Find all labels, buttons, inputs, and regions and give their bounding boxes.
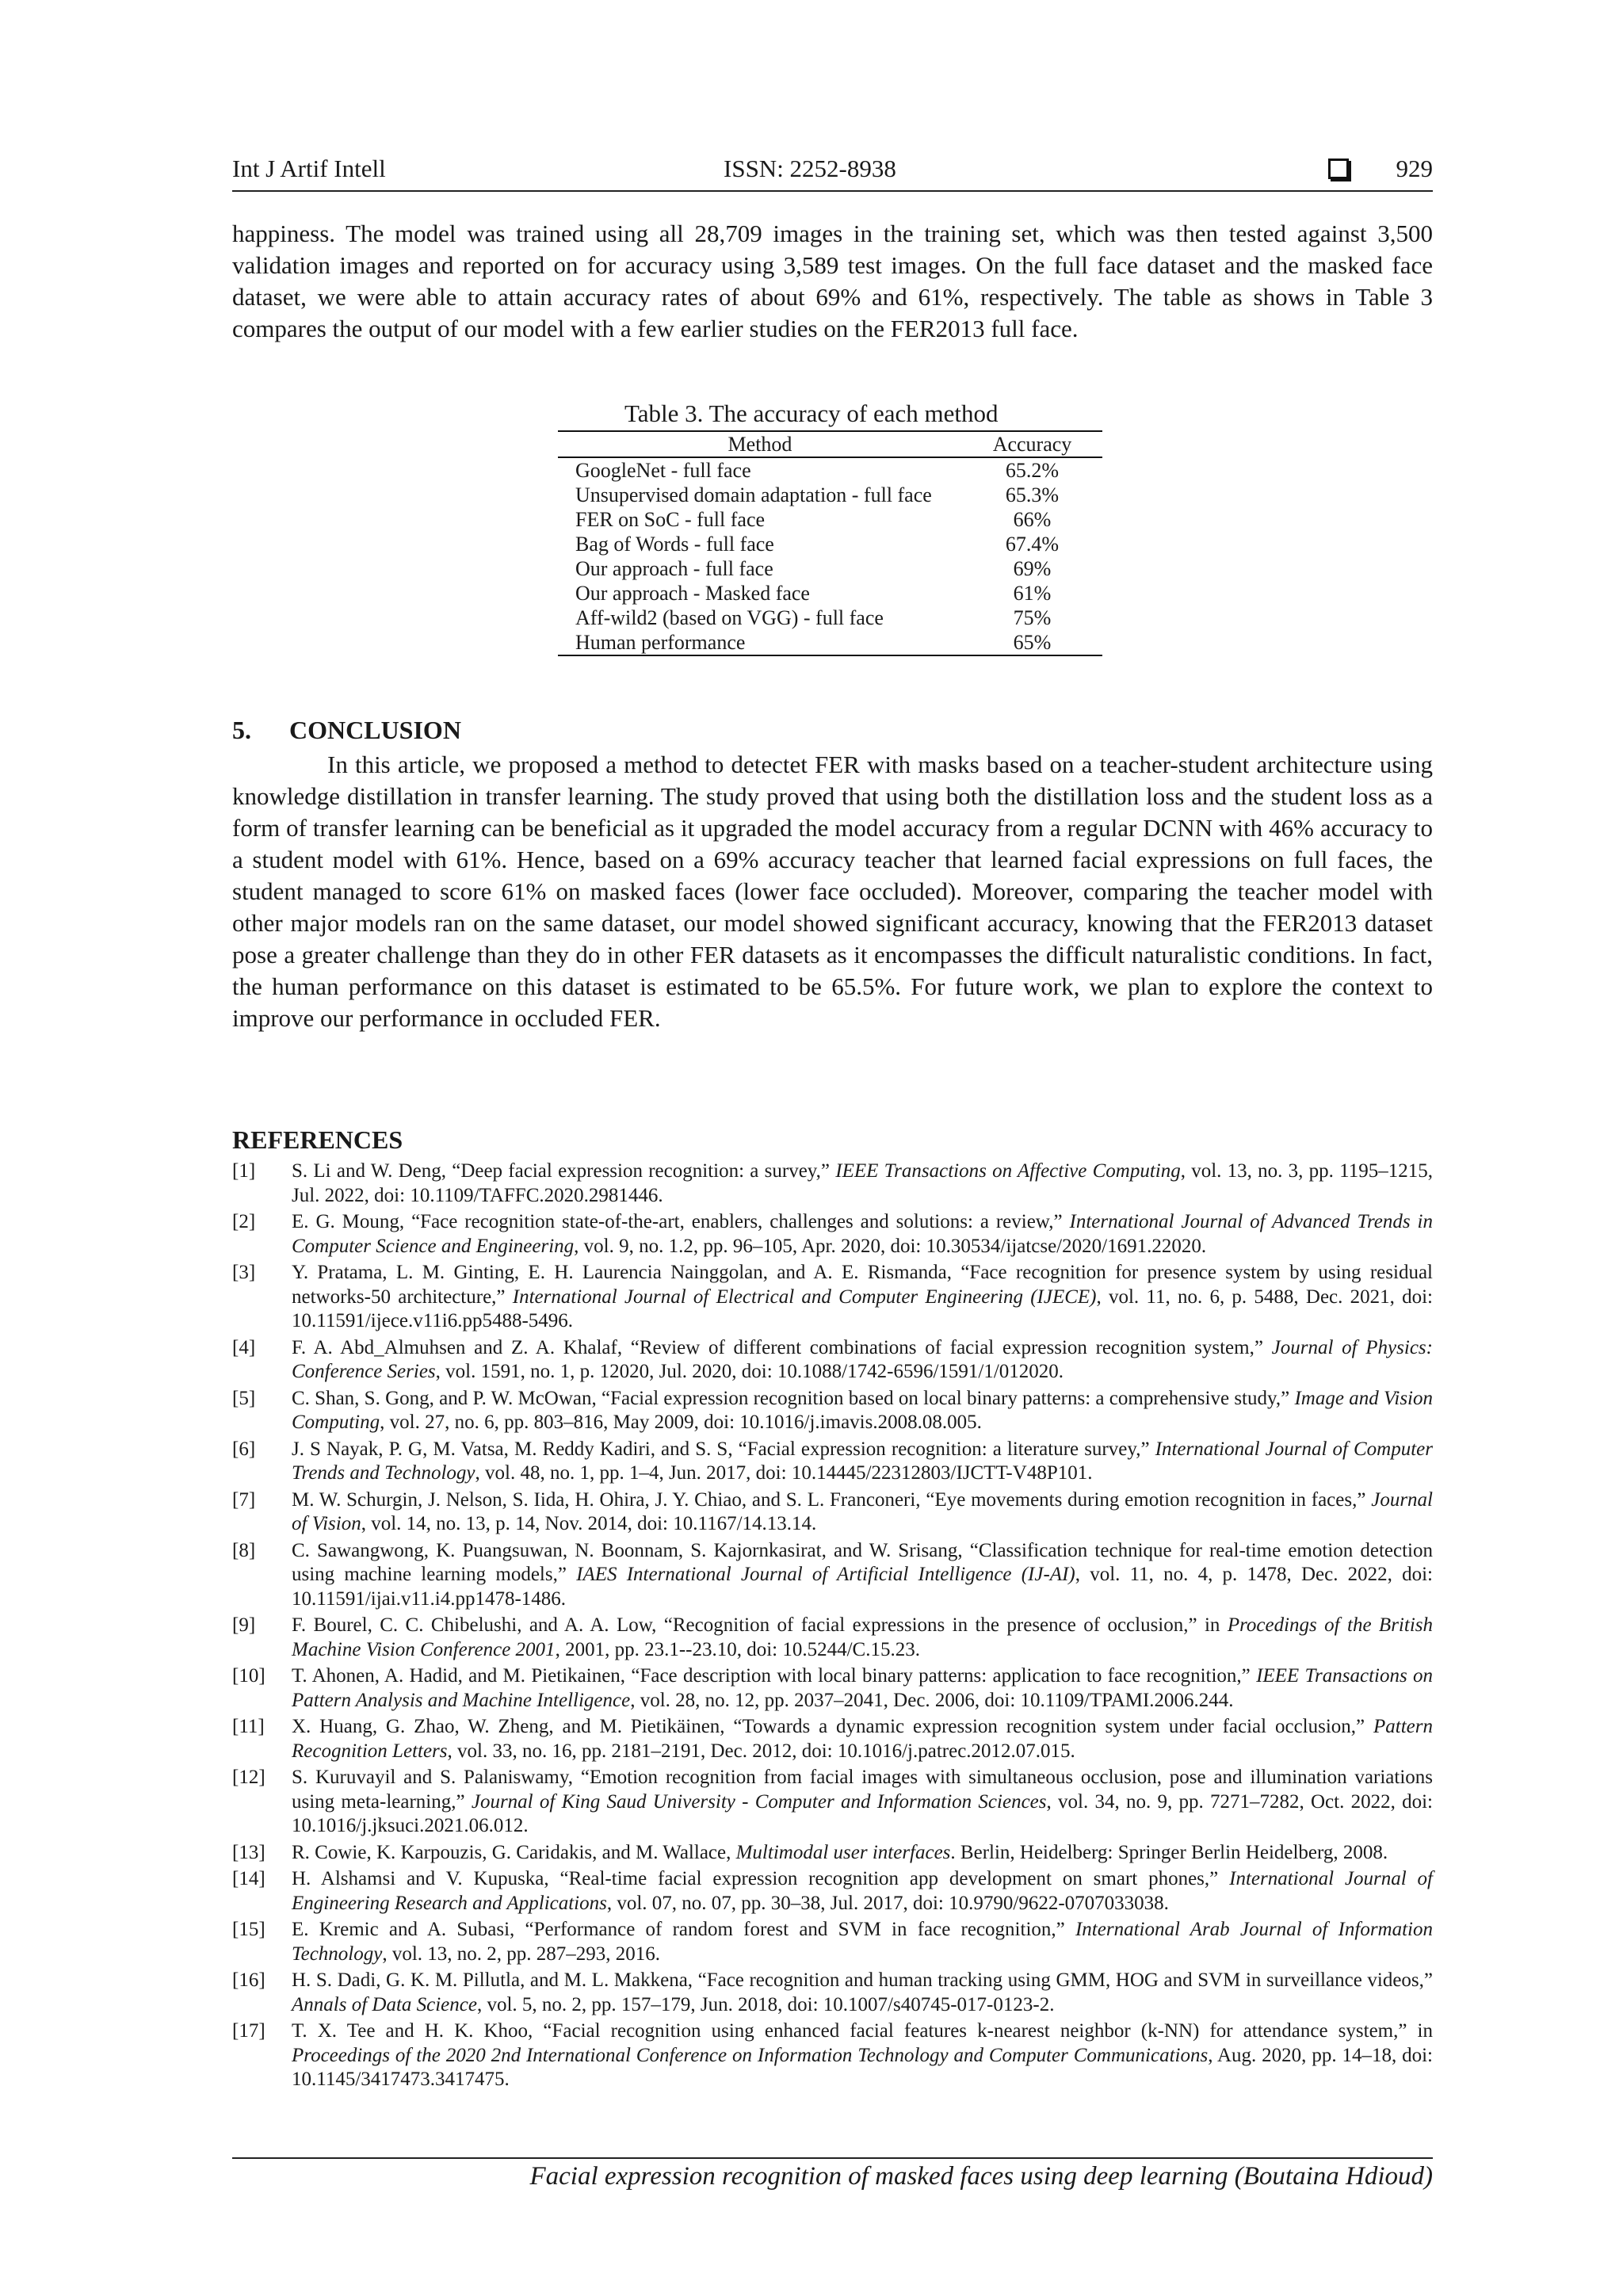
reference-item: [232, 1387, 1433, 1435]
table-row: [558, 606, 1102, 630]
reference-venue: Journal of Vision: [292, 1488, 1433, 1534]
reference-details: , vol. 9, no. 1.2, pp. 96–105, Apr. 2020, doi: 10.30534/ijatcse/2020/1691.22020.: [574, 1235, 1207, 1257]
reference-item: [232, 1210, 1433, 1259]
reference-details: , vol. 14, no. 13, p. 14, Nov. 2014, doi: 10.1167/14.13.14.: [361, 1513, 817, 1534]
reference-authors-title: J. S Nayak, P. G, M. Vatsa, M. Reddy Kadiri, and S. S, “Facial expression recognition: a literature survey,”: [292, 1438, 1155, 1460]
issn: ISSN: 2252-8938: [724, 155, 896, 182]
running-footer: Facial expression recognition of masked faces using deep learning (Boutaina Hdioud): [529, 2162, 1433, 2191]
reference-number: [2]: [232, 1211, 256, 1232]
footer-divider: [232, 2157, 1433, 2159]
reference-details: , vol. 07, no. 07, pp. 30–38, Jul. 2017, doi: 10.9790/9622-0707033038.: [606, 1892, 1169, 1914]
reference-venue: International Journal of Electrical and Computer Engineering (IJECE): [512, 1286, 1097, 1308]
reference-venue: International Journal of Engineering Research and Applications: [292, 1868, 1433, 1914]
method-cell: FER on SoC - full face: [575, 508, 766, 531]
reference-venue: IAES International Journal of Artificial Intelligence (IJ-AI): [576, 1564, 1075, 1585]
reference-list: [232, 1159, 1433, 2095]
reference-authors-title: E. G. Moung, “Face recognition state-of-the-art, enablers, challenges and solutions: a review,”: [292, 1211, 1070, 1232]
reference-number: [1]: [232, 1160, 256, 1182]
table-row: [558, 483, 1102, 507]
method-cell: Human performance: [575, 631, 746, 654]
reference-authors-title: H. Alshamsi and V. Kupuska, “Real-time facial expression recognition app development on smart phones,”: [292, 1868, 1230, 1889]
reference-venue: Pattern Recognition Letters: [292, 1716, 1433, 1762]
accuracy-cell: 65.2%: [1005, 459, 1060, 482]
reference-details: , vol. 27, no. 6, pp. 803–816, May 2009, doi: 10.1016/j.imavis.2008.08.005.: [380, 1412, 982, 1433]
reference-venue: Journal of King Saud University - Computer and Information Sciences: [471, 1790, 1047, 1813]
table-row: [558, 532, 1102, 556]
reference-item: [232, 1438, 1433, 1486]
method-cell: Unsupervised domain adaptation - full face: [575, 483, 932, 506]
reference-details: , 2001, pp. 23.1--23.10, doi: 10.5244/C.15.23.: [555, 1638, 920, 1660]
reference-authors-title: T. X. Tee and H. K. Khoo, “Facial recognition using enhanced facial features k-nearest neighbor (k-NN) for attendance system,” in: [292, 2020, 1433, 2042]
reference-number: [12]: [232, 1767, 265, 1788]
accuracy-cell: 65%: [1013, 631, 1052, 654]
table-row: [558, 581, 1102, 606]
section-heading: [232, 716, 461, 745]
table-row: [558, 457, 1102, 483]
reference-number: [6]: [232, 1438, 256, 1460]
reference-number: [14]: [232, 1868, 265, 1889]
reference-authors-title: H. S. Dadi, G. K. M. Pillutla, and M. L. Makkena, “Face recognition and human tracking using GMM, HOG and SVM in surveillance videos,”: [292, 1969, 1433, 1991]
reference-number: [13]: [232, 1841, 265, 1863]
page-number: 929: [1396, 155, 1433, 182]
reference-item: [232, 1261, 1433, 1334]
reference-authors-title: F. A. Abd_Almuhsen and Z. A. Khalaf, “Review of different combinations of facial expression recognition system,”: [292, 1336, 1272, 1358]
reference-number: [10]: [232, 1665, 265, 1687]
table-header-method: Method: [727, 433, 792, 456]
reference-authors-title: C. Sawangwong, K. Puangsuwan, N. Boonnam, S. Kajornkasirat, and W. Srisang, “Classification technique for real-time emotion detection using machine learning models,”: [292, 1539, 1433, 1585]
reference-authors-title: S. Li and W. Deng, “Deep facial expression recognition: a survey,”: [292, 1160, 836, 1182]
reference-item: [232, 1664, 1433, 1713]
reference-item: [232, 1841, 1433, 1866]
reference-details: . Berlin, Heidelberg: Springer Berlin Heidelberg, 2008.: [950, 1841, 1388, 1863]
reference-item: [232, 1159, 1433, 1208]
reference-details: , vol. 1591, no. 1, p. 12020, Jul. 2020, doi: 10.1088/1742-6596/1591/1/012020.: [435, 1361, 1064, 1382]
reference-details: , vol. 5, no. 2, pp. 157–179, Jun. 2018, doi: 10.1007/s40745-017-0123-2.: [476, 1993, 1055, 2015]
reference-venue: Procedings of the British Machine Vision Conference 2001: [292, 1614, 1433, 1660]
reference-details: , vol. 11, no. 6, p. 5488, Dec. 2021, doi: 10.11591/ijece.v11i6.pp5488-5496.: [292, 1286, 1434, 1331]
reference-number: [11]: [232, 1716, 265, 1737]
reference-item: [232, 1918, 1433, 1966]
reference-item: [232, 1867, 1433, 1916]
reference-number: [4]: [232, 1336, 256, 1358]
journal-name: Int J Artif Intell: [232, 155, 386, 182]
reference-venue: Annals of Data Science: [292, 1993, 477, 2015]
table-header-row: [558, 431, 1102, 457]
reference-authors-title: C. Shan, S. Gong, and P. W. McOwan, “Facial expression recognition based on local binary patterns: a comprehensive study,”: [292, 1387, 1295, 1409]
reference-venue: International Arab Journal of Information Technology: [292, 1919, 1433, 1965]
reference-venue: Journal of Physics: Conference Series: [292, 1336, 1433, 1382]
reference-details: , vol. 11, no. 4, p. 1478, Dec. 2022, doi: 10.11591/ijai.v11.i4.pp1478-1486.: [292, 1564, 1434, 1610]
method-cell: Aff-wild2 (based on VGG) - full face: [575, 606, 884, 629]
reference-authors-title: T. Ahonen, A. Hadid, and M. Pietikainen, “Face description with local binary patterns: application to face recognition,”: [292, 1665, 1257, 1687]
section-title: CONCLUSION: [289, 716, 461, 744]
accuracy-cell: 65.3%: [1005, 483, 1060, 506]
method-cell: GoogleNet - full face: [575, 459, 751, 482]
header-divider: [232, 190, 1433, 192]
reference-venue: IEEE Transactions on Affective Computing: [835, 1160, 1181, 1182]
reference-venue: International Journal of Advanced Trends in Computer Science and Engineering: [292, 1211, 1433, 1257]
reference-venue: IEEE Transactions on Pattern Analysis and Machine Intelligence: [292, 1665, 1434, 1711]
reference-number: [8]: [232, 1539, 256, 1561]
reference-details: , vol. 13, no. 3, pp. 1195–1215, Jul. 2022, doi: 10.1109/TAFFC.2020.2981446.: [292, 1160, 1433, 1206]
reference-item: [232, 1614, 1433, 1662]
reference-number: [3]: [232, 1262, 256, 1283]
reference-number: [5]: [232, 1387, 256, 1409]
reference-details: , vol. 28, no. 12, pp. 2037–2041, Dec. 2006, doi: 10.1109/TPAMI.2006.244.: [630, 1689, 1234, 1711]
reference-number: [16]: [232, 1969, 265, 1991]
reference-authors-title: Y. Pratama, L. M. Ginting, E. H. Laurencia Nainggolan, and A. E. Rismanda, “Face recognition for presence system by using residual networks-50 architecture,”: [292, 1262, 1433, 1308]
reference-item: [232, 1715, 1433, 1763]
reference-item: [232, 1539, 1433, 1612]
accuracy-cell: 75%: [1013, 606, 1052, 629]
references-heading: REFERENCES: [232, 1125, 403, 1154]
reference-authors-title: S. Kuruvayil and S. Palaniswamy, “Emotion recognition from facial images with simultaneous occlusion, pose and illumination variations using meta-learning,”: [292, 1767, 1433, 1813]
accuracy-cell: 67.4%: [1005, 533, 1060, 556]
reference-details: , vol. 34, no. 9, pp. 7271–7282, Oct. 2022, doi: 10.1016/j.jksuci.2021.06.012.: [292, 1790, 1434, 1836]
reference-number: [7]: [232, 1488, 256, 1511]
accuracy-cell: 69%: [1013, 557, 1052, 580]
reference-authors-title: E. Kremic and A. Subasi, “Performance of random forest and SVM in face recognition,”: [292, 1919, 1075, 1940]
table-caption: Table 3. The accuracy of each method: [624, 399, 999, 427]
method-cell: Our approach - Masked face: [575, 582, 810, 605]
reference-venue: Image and Vision Computing: [292, 1387, 1433, 1433]
reference-details: , vol. 48, no. 1, pp. 1–4, Jun. 2017, doi: 10.14445/22312803/IJCTT-V48P101.: [475, 1462, 1093, 1484]
reference-venue: Proceedings of the 2020 2nd International Conference on Information Technology and Computer Communications: [292, 2044, 1209, 2066]
section-number: 5.: [232, 716, 251, 744]
reference-item: [232, 1488, 1433, 1537]
running-header: [232, 155, 1433, 189]
accuracy-cell: 66%: [1013, 508, 1052, 531]
reference-details: , vol. 13, no. 2, pp. 287–293, 2016.: [382, 1943, 661, 1965]
checkbox-square-icon: [1328, 159, 1349, 179]
reference-authors-title: M. W. Schurgin, J. Nelson, S. Iida, H. Ohira, J. Y. Chiao, and S. L. Franconeri, “Eye movements during emotion recognition in faces,”: [292, 1488, 1372, 1511]
reference-venue: Multimodal user interfaces: [735, 1841, 951, 1863]
table-header-accuracy: Accuracy: [992, 433, 1072, 456]
reference-number: [17]: [232, 2020, 265, 2042]
reference-number: [15]: [232, 1919, 265, 1940]
reference-item: [232, 1969, 1433, 2017]
accuracy-cell: 61%: [1013, 582, 1052, 605]
reference-item: [232, 1336, 1433, 1385]
reference-details: , Aug. 2020, pp. 14–18, doi: 10.1145/3417473.3417475.: [292, 2044, 1433, 2090]
method-cell: Our approach - full face: [575, 557, 773, 580]
intro-paragraph: happiness. The model was trained using all 28,709 images in the training set, which was then tested against 3,500 validation images and reported on for accuracy using 3,589 test images. On the full face dataset and the masked face dataset, we were able to attain accuracy rates of about 69% and 61%, respectively. The table as shows in Table 3 compares the output of our model with a few earlier studies on the FER2013 full face.: [232, 220, 1433, 342]
table-row: [558, 556, 1102, 581]
reference-number: [9]: [232, 1614, 256, 1636]
reference-authors-title: F. Bourel, C. C. Chibelushi, and A. A. Low, “Recognition of facial expressions in the presence of occlusion,” in: [292, 1614, 1228, 1636]
table-row: [558, 507, 1102, 532]
accuracy-table: [558, 430, 1102, 656]
reference-item: [232, 2019, 1433, 2092]
table-row: [558, 630, 1102, 655]
conclusion-paragraph: In this article, we proposed a method to detectet FER with masks based on a teacher-student architecture using knowledge distillation in transfer learning. The study proved that using both the distillation loss and the student loss as a form of transfer learning can be beneficial as it upgraded the model accuracy from a regular DCNN with 46% accuracy to a student model with 61%. Hence, based on a 69% accuracy teacher that learned facial expressions on full faces, the student managed to score 61% on masked faces (lower face occluded). Moreover, comparing the teacher model with other major models ran on the same dataset, our model showed significant accuracy, knowing that the FER2013 dataset pose a greater challenge than they do in other FER datasets as it encompasses the difficult naturalistic conditions. In fact, the human performance on this dataset is estimated to be 65.5%. For future work, we plan to explore the context to improve our performance in occluded FER.: [232, 751, 1433, 1032]
reference-item: [232, 1766, 1433, 1839]
reference-authors-title: X. Huang, G. Zhao, W. Zheng, and M. Pietikäinen, “Towards a dynamic expression recognition system under facial occlusion,”: [292, 1716, 1373, 1737]
method-cell: Bag of Words - full face: [575, 533, 774, 556]
reference-authors-title: R. Cowie, K. Karpouzis, G. Caridakis, and M. Wallace,: [292, 1841, 736, 1863]
reference-details: , vol. 33, no. 16, pp. 2181–2191, Dec. 2012, doi: 10.1016/j.patrec.2012.07.015.: [447, 1740, 1075, 1762]
reference-venue: International Journal of Computer Trends and Technology: [292, 1438, 1433, 1484]
